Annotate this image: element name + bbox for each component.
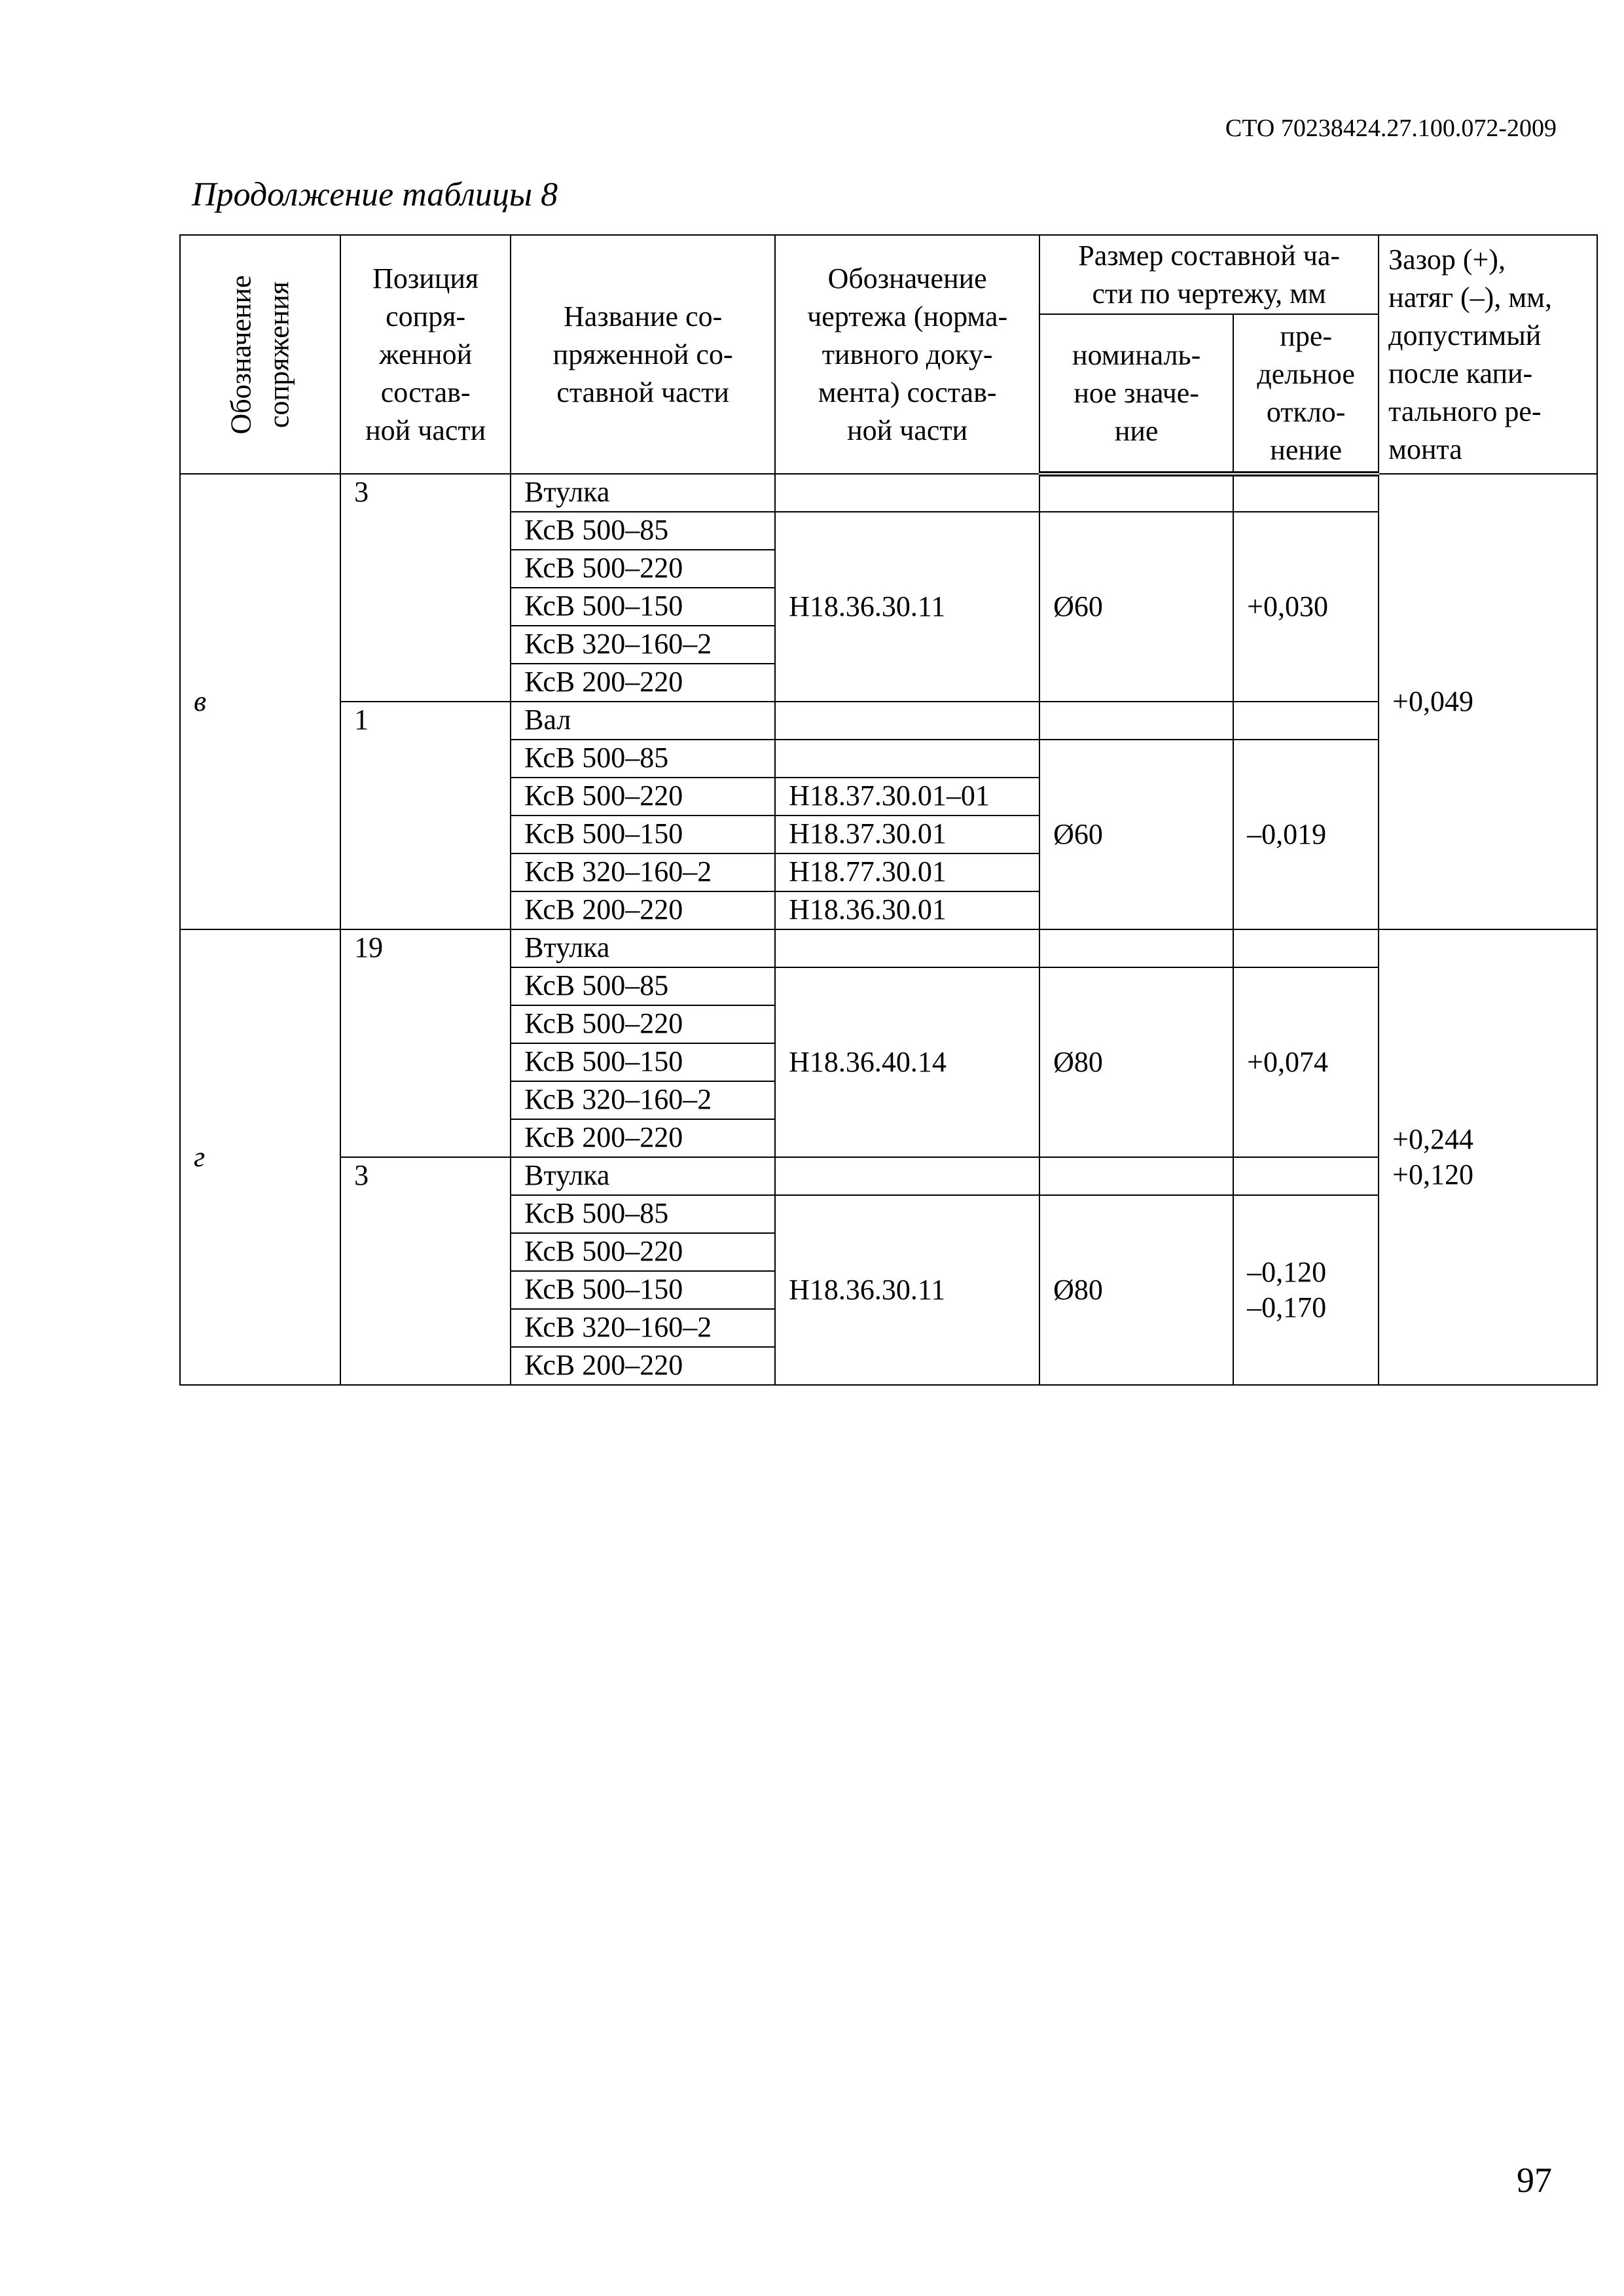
position-cell: 3	[340, 1157, 511, 1385]
drawing-cell: Н18.37.30.01–01	[775, 778, 1039, 816]
part-name-cell: Вал	[511, 702, 775, 740]
pump-model-cell: КсВ 200–220	[511, 1347, 775, 1385]
pump-model-cell: КсВ 500–220	[511, 778, 775, 816]
part-name-cell: Втулка	[511, 929, 775, 967]
nominal-cell: Ø80	[1039, 1195, 1233, 1385]
drawing-cell: Н18.36.30.11	[775, 512, 1039, 702]
mating-designation-cell: в	[180, 474, 340, 929]
gap-cell: +0,244 +0,120	[1379, 929, 1597, 1385]
drawing-cell	[775, 740, 1039, 778]
table-row	[180, 474, 1597, 512]
pump-model-cell: КсВ 500–85	[511, 512, 775, 550]
drawing-cell: Н18.36.30.11	[775, 1195, 1039, 1385]
deviation-cell	[1233, 929, 1379, 967]
pump-model-cell: КсВ 500–220	[511, 1005, 775, 1043]
pump-model-cell: КсВ 500–220	[511, 1233, 775, 1271]
nominal-cell	[1039, 702, 1233, 740]
deviation-cell	[1233, 1157, 1379, 1195]
header-drawing-designation: Обозначение чертежа (норма- тивного доку- мента) состав- ной части	[775, 235, 1039, 474]
drawing-cell: Н18.37.30.01	[775, 816, 1039, 853]
drawing-cell: Н18.36.30.01	[775, 891, 1039, 929]
drawing-cell	[775, 929, 1039, 967]
pump-model-cell: КсВ 500–150	[511, 1271, 775, 1309]
deviation-cell	[1233, 474, 1379, 512]
nominal-cell	[1039, 929, 1233, 967]
pump-model-cell: КсВ 320–160–2	[511, 1309, 775, 1347]
pump-model-cell: КсВ 500–150	[511, 588, 775, 626]
deviation-cell: +0,030	[1233, 512, 1379, 702]
header-mating-designation: Обозначение сопряжения	[180, 235, 340, 474]
header-position: Позиция сопря- женной состав- ной части	[340, 235, 511, 474]
header-deviation: пре- дельное откло- нение	[1233, 314, 1379, 474]
position-cell: 1	[340, 702, 511, 929]
header-part-name: Название со- пряженной со- ставной части	[511, 235, 775, 474]
nominal-cell: Ø80	[1039, 967, 1233, 1157]
deviation-cell: +0,074	[1233, 967, 1379, 1157]
gap-cell: +0,049	[1379, 474, 1597, 929]
pump-model-cell: КсВ 320–160–2	[511, 626, 775, 664]
nominal-cell	[1039, 1157, 1233, 1195]
deviation-cell	[1233, 702, 1379, 740]
header-nominal: номиналь- ное значе- ние	[1039, 314, 1233, 474]
pump-model-cell: КсВ 320–160–2	[511, 1081, 775, 1119]
mating-parts-table	[179, 234, 1598, 1386]
document-code: СТО 70238424.27.100.072-2009	[1225, 115, 1557, 142]
pump-model-cell: КсВ 200–220	[511, 664, 775, 702]
drawing-cell	[775, 702, 1039, 740]
drawing-cell: Н18.77.30.01	[775, 853, 1039, 891]
pump-model-cell: КсВ 500–150	[511, 1043, 775, 1081]
drawing-cell	[775, 474, 1039, 512]
pump-model-cell: КсВ 200–220	[511, 891, 775, 929]
drawing-cell: Н18.36.40.14	[775, 967, 1039, 1157]
deviation-cell: –0,120 –0,170	[1233, 1195, 1379, 1385]
pump-model-cell: КсВ 500–85	[511, 967, 775, 1005]
pump-model-cell: КсВ 500–150	[511, 816, 775, 853]
pump-model-cell: КсВ 320–160–2	[511, 853, 775, 891]
page-number: 97	[1517, 2161, 1552, 2200]
nominal-cell: Ø60	[1039, 512, 1233, 702]
table-row	[180, 929, 1597, 967]
mating-designation-cell: г	[180, 929, 340, 1385]
pump-model-cell: КсВ 500–220	[511, 550, 775, 588]
pump-model-cell: КсВ 500–85	[511, 740, 775, 778]
header-size-group: Размер составной ча- сти по чертежу, мм	[1039, 235, 1379, 314]
part-name-cell: Втулка	[511, 1157, 775, 1195]
position-cell: 3	[340, 474, 511, 702]
position-cell: 19	[340, 929, 511, 1157]
table-caption: Продолжение таблицы 8	[192, 176, 558, 213]
pump-model-cell: КсВ 500–85	[511, 1195, 775, 1233]
nominal-cell	[1039, 474, 1233, 512]
drawing-cell	[775, 1157, 1039, 1195]
part-name-cell: Втулка	[511, 474, 775, 512]
nominal-cell: Ø60	[1039, 740, 1233, 929]
deviation-cell: –0,019	[1233, 740, 1379, 929]
header-gap: Зазор (+), натяг (–), мм, допустимый после капи- тального ре- монта	[1379, 235, 1597, 474]
table-body	[180, 474, 1597, 1385]
pump-model-cell: КсВ 200–220	[511, 1119, 775, 1157]
